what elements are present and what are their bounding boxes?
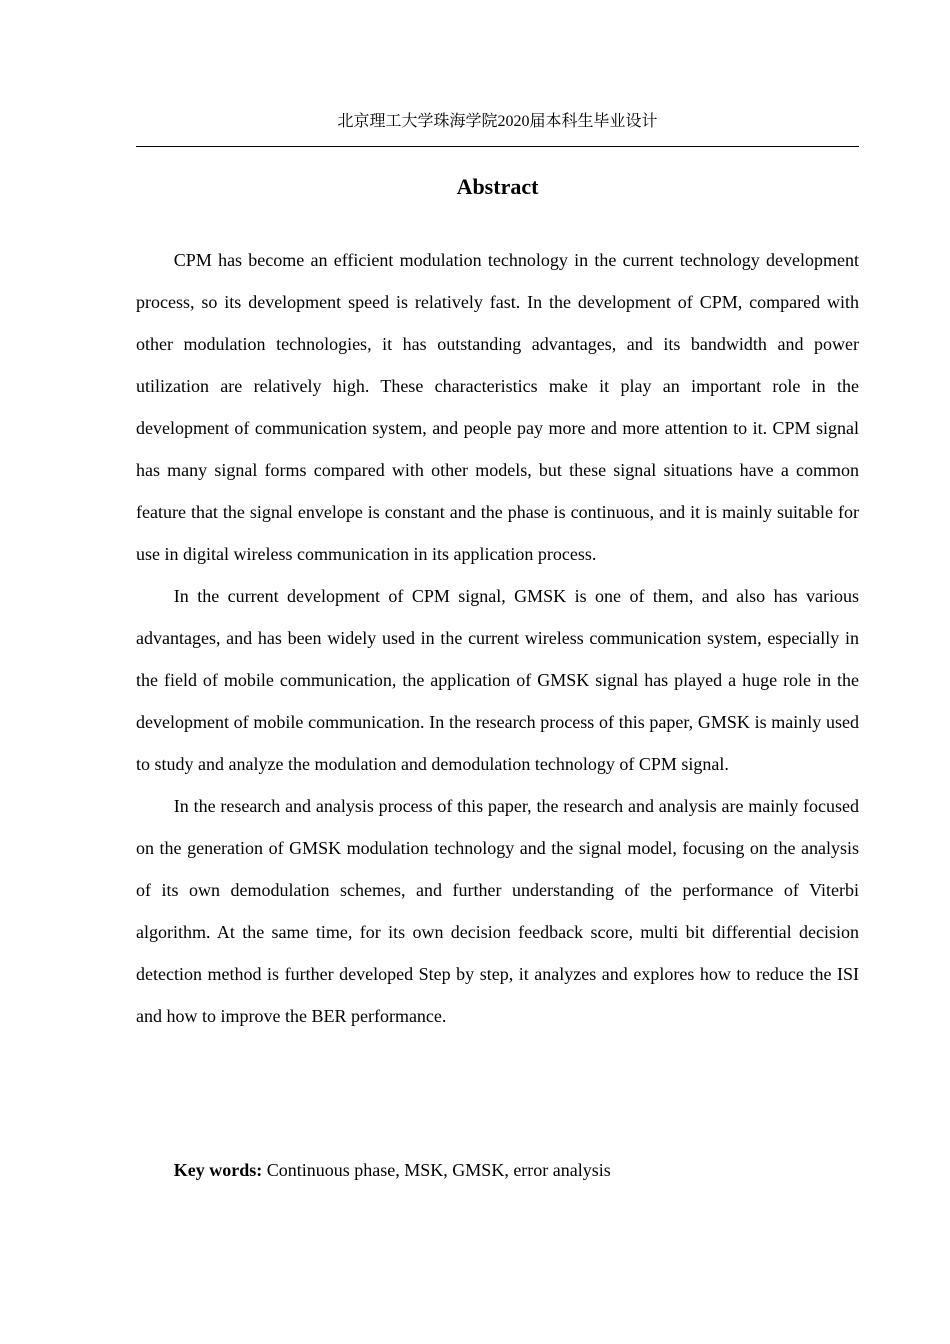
keywords-line: [136, 1149, 859, 1191]
header-divider: [136, 146, 859, 147]
abstract-paragraph: In the research and analysis process of this paper, the research and analysis are mainly focused on the generation of GMSK modulation technology and the signal model, focusing on the analysis of its own demodulation schemes, and further understanding of the performance of Viterbi algorithm. At the same time, for its own decision feedback score, multi bit differential decision detection method is further developed Step by step, it analyzes and explores how to reduce the ISI and how to improve the BER performance.: [136, 796, 859, 1026]
abstract-body: [136, 239, 859, 1037]
running-header: 北京理工大学珠海学院2020届本科生毕业设计: [337, 113, 658, 130]
keywords-text: Continuous phase, MSK, GMSK, error analysis: [262, 1160, 611, 1180]
keywords-label: Key words:: [173, 1160, 263, 1180]
abstract-paragraph: CPM has become an efficient modulation technology in the current technology development process, so its development speed is relatively fast. In the development of CPM, compared with other modulation technologies, it has outstanding advantages, and its bandwidth and power utilization are relatively high. These characteristics make it play an important role in the development of communication system, and people pay more and more attention to it. CPM signal has many signal forms compared with other models, but these signal situations have a common feature that the signal envelope is constant and the phase is continuous, and it is mainly suitable for use in digital wireless communication in its application process.: [136, 250, 859, 564]
abstract-paragraph: In the current development of CPM signal, GMSK is one of them, and also has various advantages, and has been widely used in the current wireless communication system, especially in the field of mobile communication, the application of GMSK signal has played a huge role in the development of mobile communication. In the research process of this paper, GMSK is mainly used to study and analyze the modulation and demodulation technology of CPM signal.: [136, 586, 859, 774]
abstract-title: Abstract: [456, 174, 539, 199]
